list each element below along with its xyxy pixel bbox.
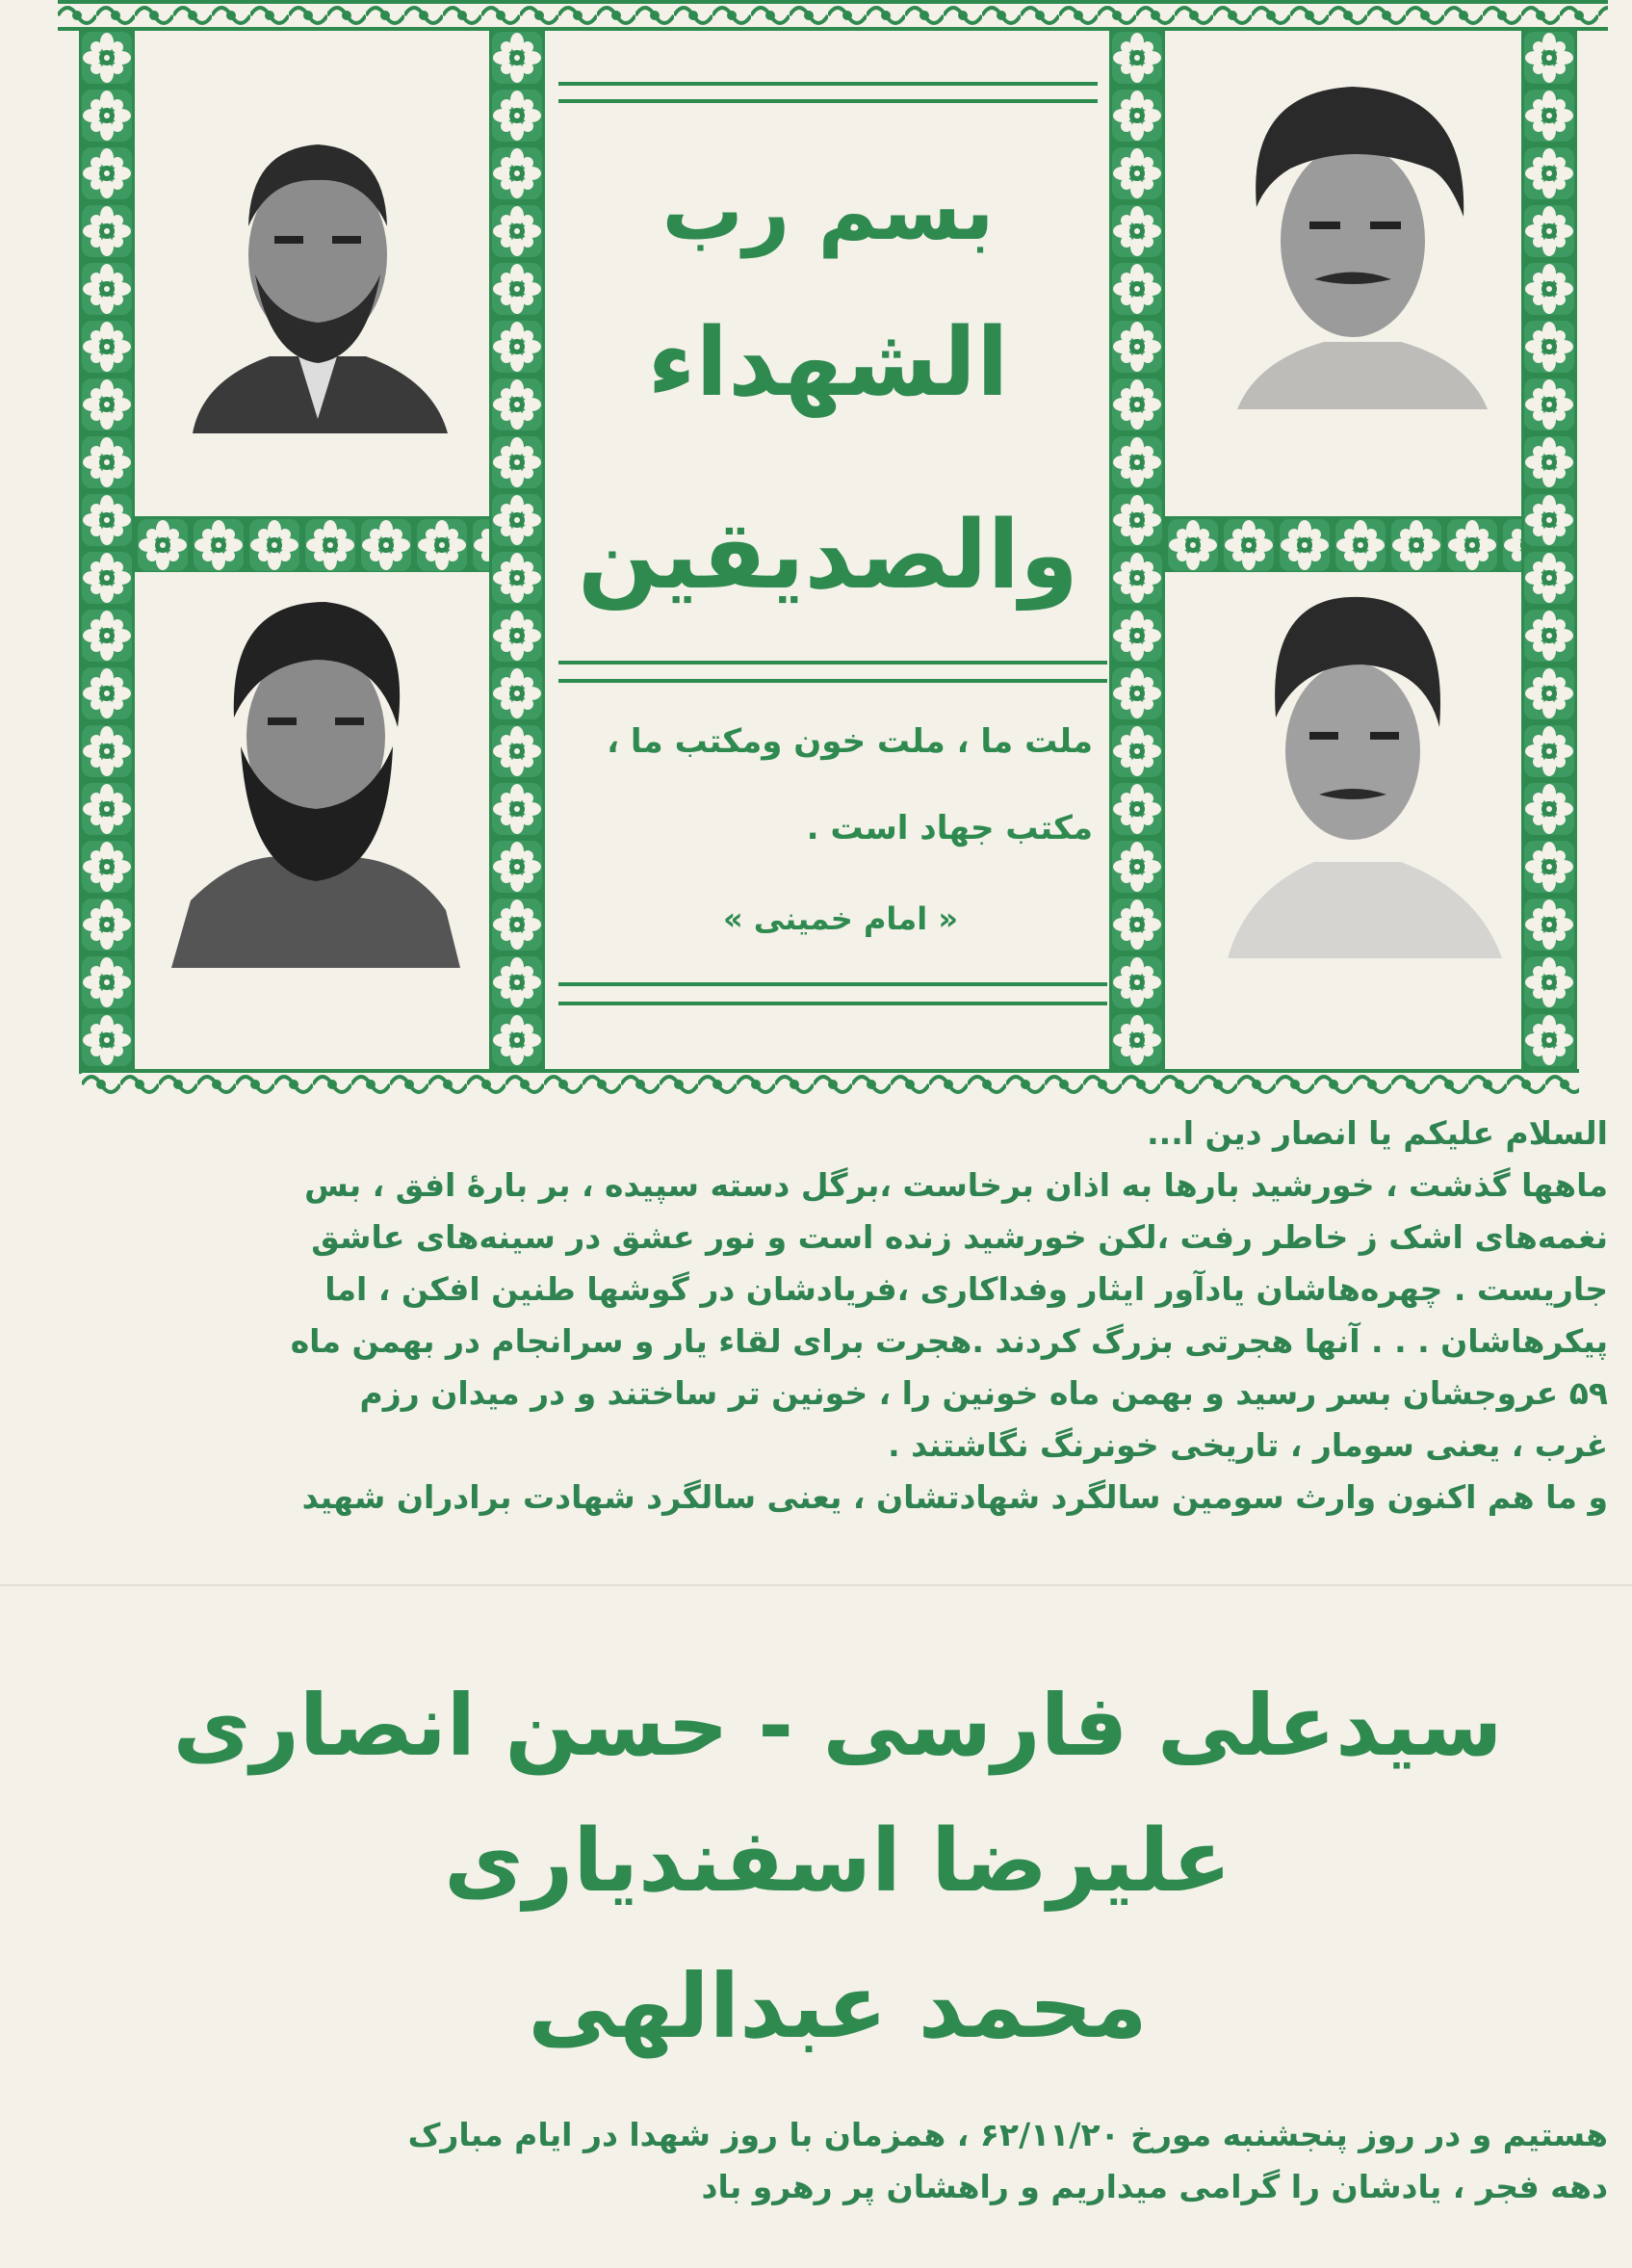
body-line-7: و ما هم اکنون وارث سومین سالگرد شهادتشان ، یعنی سالگرد شهادت برادران شهید: [301, 1478, 1608, 1516]
martyr-names-line-2: علیرضا اسفندیاری: [444, 1811, 1231, 1912]
center-mid-rule-1: [558, 661, 1107, 665]
inner-right-flower-column: [1109, 29, 1165, 1074]
title-line-3: والصدیقین: [577, 501, 1078, 611]
right-middle-flower-row: [1165, 516, 1521, 572]
title-line-2: الشهداء: [647, 308, 1009, 418]
martyr-names-line-3: محمد عبدالهی: [528, 1955, 1148, 2058]
footer-text: [91, 2109, 1608, 2213]
center-mid-rule-2: [558, 679, 1107, 683]
frame-bottom-ornament-band: [82, 1069, 1579, 1096]
right-flower-column: [1521, 29, 1577, 1074]
quote-line-1: ملت ما ، ملت خون ومکتب ما ،: [607, 722, 1093, 761]
footer-line-2: دهه فجر ، یادشان را گرامی میداریم و راهشان پر رهرو باد: [701, 2168, 1608, 2205]
left-flower-column: [79, 29, 135, 1074]
body-line-4: پیکرهاشان . . . آنها هجرتی بزرگ کردند .هجرت برای لقاء یار و سرانجام در بهمن ماه: [290, 1322, 1608, 1360]
martyr-names-line-1: سیدعلی فارسی - حسن انصاری: [172, 1676, 1503, 1775]
quote-line-2: مکتب جهاد است .: [806, 809, 1093, 847]
body-line-6: غرب ، یعنی سومار ، تاریخی خونرنگ نگاشتند .: [888, 1426, 1608, 1464]
center-top-rule-1: [558, 82, 1098, 86]
footer-line-1: هستیم و در روز پنجشنبه مورخ ۶۲/۱۱/۲۰ ، همزمان با روز شهدا در ایام مبارک: [407, 2116, 1608, 2153]
body-line-1: ماهها گذشت ، خورشید بارها به اذان برخاست ،برگل دسته سپیده ، بر بارهٔ افق ، بس: [304, 1166, 1608, 1204]
center-bottom-rule-1: [558, 982, 1107, 986]
martyr-portrait-top-right: [1208, 72, 1497, 409]
body-salutation: السلام علیکم یا انصار دین ا...: [1147, 1114, 1608, 1152]
body-line-2: نغمه‌های اشک ز خاطر رفت ،لکن خورشید زنده است و نور عشق در سینه‌های عاشق: [311, 1218, 1608, 1256]
martyr-portrait-top-left: [183, 111, 453, 433]
left-middle-flower-row: [135, 516, 489, 572]
inner-left-flower-column: [489, 29, 545, 1074]
center-bottom-rule-2: [558, 1002, 1107, 1005]
body-text: [91, 1108, 1608, 1524]
center-top-rule-2: [558, 99, 1098, 103]
paper-fold-line: [0, 1584, 1632, 1586]
title-line-1: بسم رب: [661, 164, 995, 258]
quote-author: « امام خمینی »: [722, 900, 958, 937]
top-ornament-band: [58, 0, 1608, 31]
body-line-5: ۵۹ عروجشان بسر رسید و بهمن ماه خونین را ، خونین تر ساختند و در میدان رزم: [359, 1374, 1608, 1412]
martyr-portrait-bottom-left: [171, 583, 465, 968]
body-line-3: جاریست . چهره‌هاشان یادآور ایثار وفداکاری ،فریادشان در گوشها طنین افکن ، اما: [324, 1270, 1608, 1308]
martyr-portrait-bottom-right: [1208, 573, 1507, 958]
